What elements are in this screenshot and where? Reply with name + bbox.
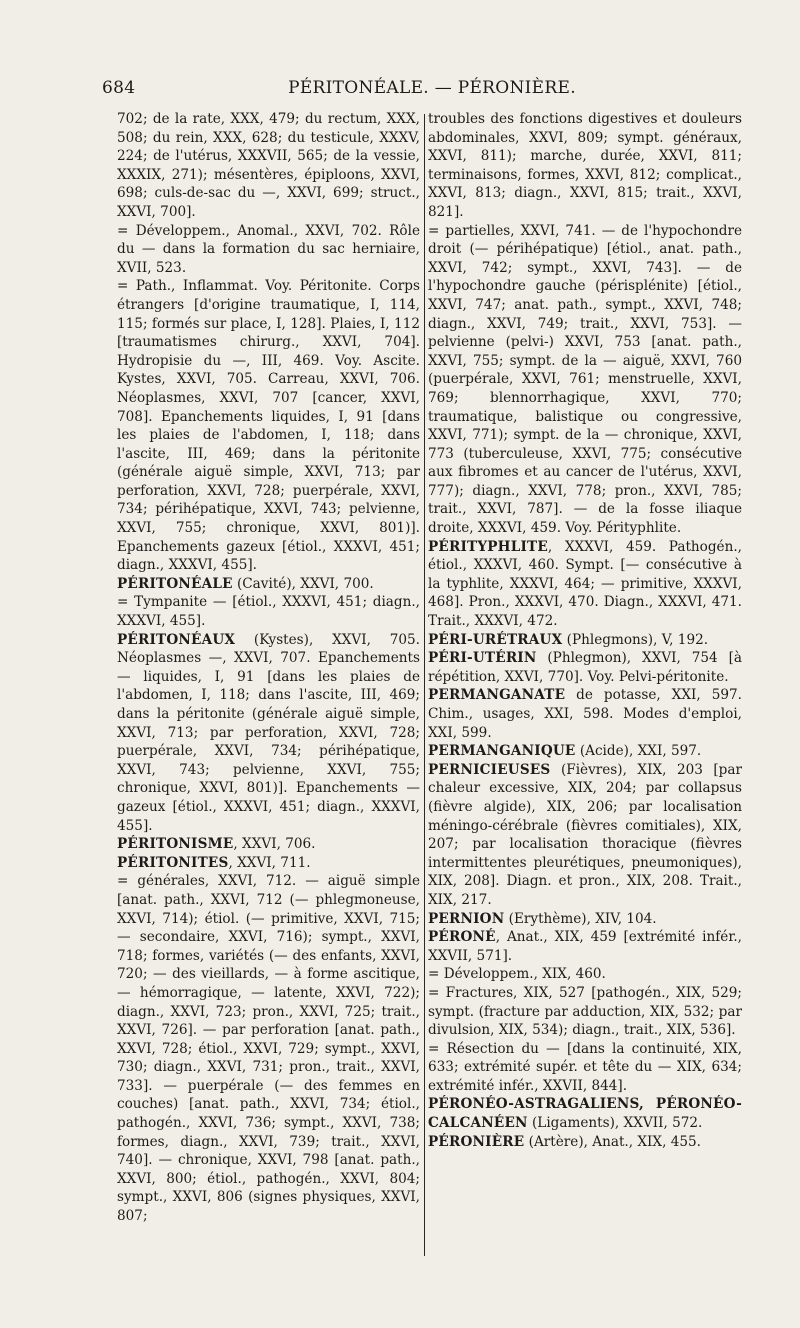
entry-text: (Erythème), XIV, 104.: [504, 910, 657, 927]
entry-text: (Acide), XXI, 597.: [575, 743, 702, 760]
index-entry: [117, 575, 420, 594]
index-entry: [117, 222, 420, 278]
entry-text: = générales, XXVI, 712. — aiguë simple [anat. path., XXVI, 712 (— phlegmoneuse, XXVI, 714); étiol. (— primitive, XXVI, 715; — secondaire, XXVI, 716); sympt., XXVI, 718; formes, variétés (— des enfants, XXVI, 720; — des vieillards, — à forme ascitique, — hémorragique, — latente, XXVI, 722); diagn., XXVI, 723; pron., XXVI, 725; trait., XXVI, 726]. — par perforation [anat. path., XXVI, 728; étiol., XXVI, 729; sympt., XXVI, 730; diagn., XXVI, 731; pron., trait., XXVI, 733]. — puerpérale (— des femmes en couches) [anat. path., XXVI, 734; étiol., pathogén., XXVI, 736; sympt., XXVI, 738; formes, diagn., XXVI, 739; trait., XXVI, 740]. — chronique, XXVI, 798 [anat. path., XXVI, 800; étiol., pathogén., XXVI, 804; sympt., XXVI, 806 (signes physiques, XXVI, 807;: [117, 873, 420, 1225]
page-header: [102, 78, 762, 106]
index-entry: [428, 1095, 742, 1132]
entry-text: (Fièvres), XIX, 203 [par chaleur excessive, XIX, 204; par collapsus (fièvre algide), XIX, 206; par localisation méningo-cérébrale (fièvres comitiales), XIX, 207; par localisation thoracique (fièvres intermittentes pleurétiques, pneumoniques), XIX, 208]. Diagn. et pron., XIX, 208. Trait., XIX, 217.: [428, 761, 742, 908]
entry-headword: PÉRITONITES: [117, 854, 229, 871]
right-column: [428, 110, 742, 1151]
index-entry: [117, 854, 420, 873]
index-entry: [117, 593, 420, 630]
entry-text: = Fractures, XIX, 527 [pathogén., XIX, 529; sympt. (fracture par adduction, XIX, 532; par divulsion, XIX, 534); diagn., trait., XIX, 536].: [428, 984, 742, 1039]
entry-text: = Développem., Anomal., XXVI, 702. Rôle du — dans la formation du sac herniaire, XVII, 523.: [117, 222, 420, 276]
entry-text: , XXVI, 711.: [228, 854, 311, 871]
entry-headword: PÉRONÉ: [428, 929, 496, 946]
index-entry: [117, 110, 420, 222]
index-entry: [428, 742, 742, 761]
index-entry: [428, 110, 742, 222]
index-entry: [428, 761, 742, 910]
entry-text: (Phlegmon), XXVI, 754 [à répétition, XXVI, 770]. Voy. Pelvi-péritonite.: [428, 650, 742, 685]
index-entry: [428, 686, 742, 742]
entry-text: , XXXVI, 459. Pathogén., étiol., XXXVI, 460. Sympt. [— consécutive à la typhlite, XXXVI, 464; — primitive, XXXVI, 468]. Pron., XXXVI, 470. Diagn., XXXVI, 471. Trait., XXXVI, 472.: [428, 538, 742, 630]
entry-text: (Phlegmons), V, 192.: [562, 631, 709, 648]
entry-headword: PÉRITONÉALE: [117, 575, 233, 592]
entry-text: = partielles, XXVI, 741. — de l'hypochondre droit (— périhépatique) [étiol., anat. path., XXVI, 742; sympt., XXVI, 743]. — de l'hypochondre gauche (périsplénite) [étiol., XXVI, 747; anat. path., sympt., XXVI, 748; diagn., XXVI, 749; trait., XXVI, 753]. — pelvienne (pelvi-) XXVI, 753 [anat. path., XXVI, 755; sympt. de la — aiguë, XXVI, 760 (puerpérale, XXVI, 761; menstruelle, XXVI, 769; blennorrhagique, XXVI, 770; traumatique, balistique ou congressive, XXVI, 771); sympt. de la — chronique, XXVI, 773 (tuberculeuse, XXVI, 775; consécutive aux fibromes et au cancer de l'utérus, XXVI, 777); diagn., XXVI, 778; pron., XXVI, 785; trait., XXVI, 787]. — de la fosse iliaque droite, XXXVI, 459. Voy. Pérityphlite.: [428, 222, 742, 537]
running-title: PÉRITONÉALE. — PÉRONIÈRE.: [288, 78, 576, 98]
index-entry: [428, 1133, 742, 1152]
index-entry: [428, 222, 742, 538]
entry-headword: PÉRITONÉAUX: [117, 631, 236, 648]
entry-text: = Tympanite — [étiol., XXXVI, 451; diagn., XXXVI, 455].: [117, 594, 420, 630]
index-entry: [428, 538, 742, 631]
entry-headword: PÉRI-UTÉRIN: [428, 650, 537, 667]
entry-headword: PÉRI-URÉTRAUX: [428, 631, 563, 648]
entry-text: , XXVI, 706.: [233, 836, 316, 853]
entry-text: (Artère), Anat., XIX, 455.: [524, 1133, 702, 1150]
left-column: [117, 110, 420, 1226]
index-entry: [428, 928, 742, 965]
entry-headword: PÉRITONISME: [117, 836, 234, 853]
column-divider: [424, 114, 425, 1256]
entry-headword: PÉRONÉO-ASTRAGALIENS, PÉRONÉO-CALCANÉEN: [428, 1096, 742, 1132]
index-entry: [117, 872, 420, 1225]
entry-text: , Anat., XIX, 459 [extrémité infér., XXVII, 571].: [428, 929, 742, 964]
entry-text: = Résection du — [dans la continuité, XIX, 633; extrémité supér. et tête du — XIX, 634; extrémité infér., XXVII, 844].: [428, 1040, 742, 1094]
index-entry: [428, 631, 742, 650]
entry-text: troubles des fonctions digestives et douleurs abdominales, XXVI, 809; sympt. généraux, XXVI, 811); marche, durée, XXVI, 811; terminaisons, formes, XXVI, 812; complicat., XXVI, 813; diagn., XXVI, 815; trait., XXVI, 821].: [428, 111, 742, 220]
entry-text: de potasse, XXI, 597. Chim., usages, XXI, 598. Modes d'emploi, XXI, 599.: [428, 687, 742, 741]
entry-headword: PERMANGANIQUE: [428, 743, 576, 760]
index-entry: [428, 984, 742, 1040]
entry-text: = Développem., XIX, 460.: [428, 966, 606, 983]
page-number: 684: [102, 78, 136, 98]
entry-headword: PERMANGANATE: [428, 687, 566, 704]
index-entry: [117, 835, 420, 854]
entry-text: 702; de la rate, XXX, 479; du rectum, XXX, 508; du rein, XXX, 628; du testicule, XXXV, 224; de l'utérus, XXXVII, 565; de la vessie, XXXIX, 271); mésentères, épiploons, XXVI, 698; culs-de-sac du —, XXVI, 699; struct., XXVI, 700].: [117, 111, 420, 220]
index-entry: [117, 277, 420, 575]
entry-text: (Cavité), XXVI, 700.: [232, 575, 374, 592]
index-entry: [428, 965, 742, 984]
entry-text: (Kystes), XXVI, 705. Néoplasmes —, XXVI, 707. Epanchements — liquides, I, 91 [dans les plaies de l'abdomen, I, 118; dans l'ascite, III, 469; dans la péritonite (générale aiguë simple, XXVI, 713; par perforation, XXVI, 728; puerpérale, XXVI, 734; périhépatique, XXVI, 743; pelvienne, XXVI, 755; chronique, XXVI, 801)]. Epanchements — gazeux [étiol., XXXVI, 451; diagn., XXXVI, 455].: [117, 631, 420, 834]
index-entry: [428, 1040, 742, 1096]
entry-headword: PÉRONIÈRE: [428, 1133, 525, 1150]
index-entry: [428, 649, 742, 686]
index-entry: [428, 910, 742, 929]
index-entry: [117, 631, 420, 836]
entry-headword: PERNION: [428, 910, 505, 927]
entry-text: (Ligaments), XXVII, 572.: [527, 1115, 703, 1132]
entry-text: = Path., Inflammat. Voy. Péritonite. Corps étrangers [d'origine traumatique, I, 114, 115; formés sur place, I, 128]. Plaies, I, 112 [traumatismes chirurg., XXVI, 704]. Hydropisie du —, III, 469. Voy. Ascite. Kystes, XXVI, 705. Carreau, XXVI, 706. Néoplasmes, XXVI, 707 [cancer, XXVI, 708]. Epanchements liquides, I, 91 [dans les plaies de l'abdomen, I, 118; dans l'ascite, III, 469; dans la péritonite (générale aiguë simple, XXVI, 713; par perforation, XXVI, 728; puerpérale, XXVI, 734; périhépatique, XXVI, 743; pelvienne, XXVI, 755; chronique, XXVI, 801)]. Epanchements gazeux [étiol., XXXVI, 451; diagn., XXXVI, 455].: [117, 278, 420, 574]
entry-headword: PÉRITYPHLITE: [428, 538, 548, 555]
entry-headword: PERNICIEUSES: [428, 761, 551, 778]
